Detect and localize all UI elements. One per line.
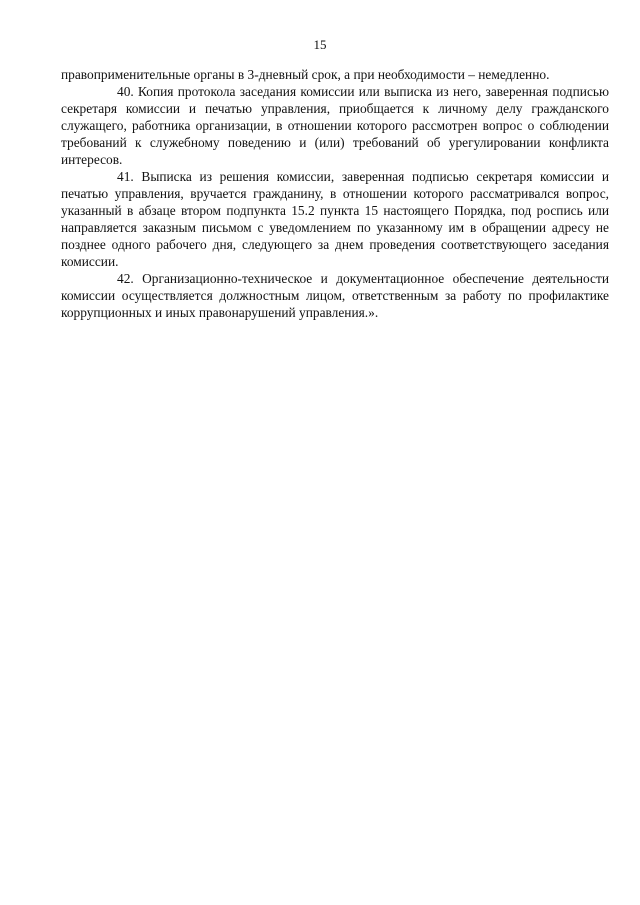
paragraph-item-40: 40. Копия протокола заседания комиссии или выписка из него, заверенная подписью секретаря комиссии и печатью управления, приобщается к личному делу гражданского служащего, работника организации, в отношении которого рассмотрен вопрос о соблюдении требований к служебному поведению и (или) требований об урегулировании конфликта интересов.	[61, 84, 609, 167]
paragraph-item-42: 42. Организационно-техническое и документационное обеспечение деятельности комиссии осуществляется должностным лицом, ответственным за работу по профилактике коррупционных и иных правонарушений управления.».	[61, 271, 609, 320]
page-number: 15	[313, 37, 327, 52]
paragraph-item-41: 41. Выписка из решения комиссии, заверенная подписью секретаря комиссии и печатью управления, вручается гражданину, в отношении которого рассматривался вопрос, указанный в абзаце втором подпункта 15.2 пункта 15 настоящего Порядка, под роспись или направляется заказным письмом с уведомлением по указанному им в обращении адресу не позднее одного рабочего дня, следующего за днем проведения соответствующего заседания комиссии.	[61, 169, 609, 269]
document-body	[61, 66, 609, 321]
paragraph-continuation: правоприменительные органы в 3-дневный срок, а при необходимости – немедленно.	[61, 67, 550, 82]
